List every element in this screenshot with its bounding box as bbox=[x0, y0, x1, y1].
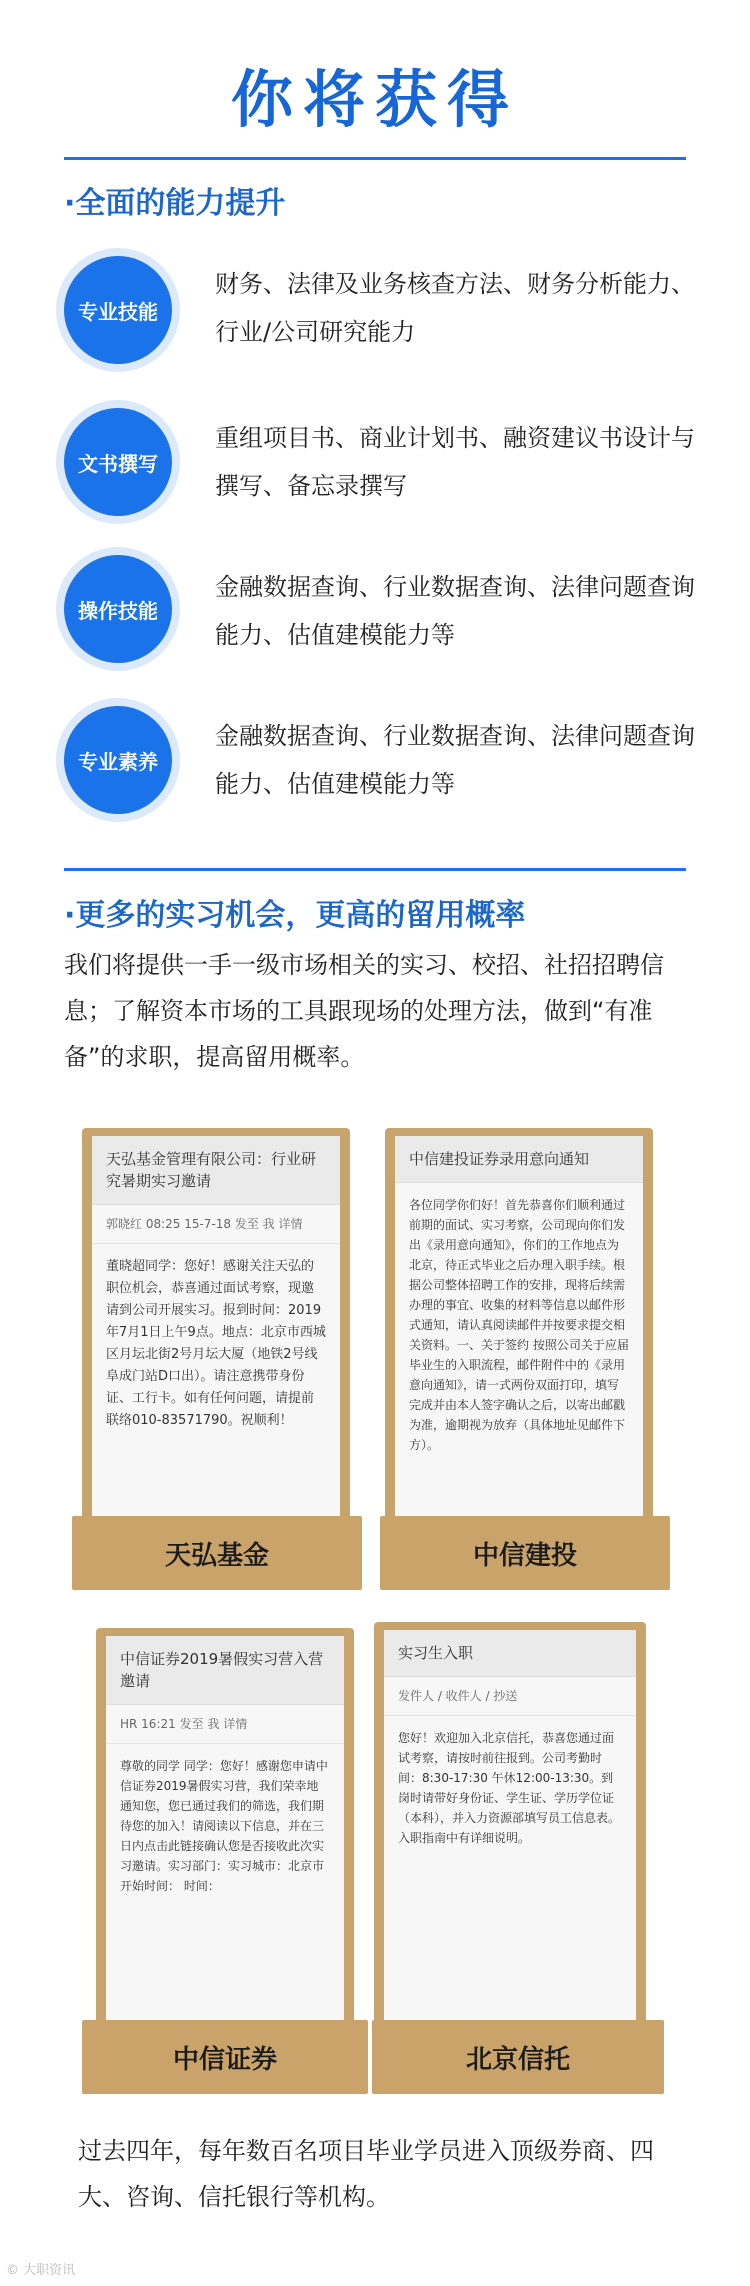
email-subject: 天弘基金管理有限公司：行业研究暑期实习邀请 bbox=[92, 1136, 340, 1205]
email-meta: 郭晓红 08:25 15-7-18 发至 我 详情 bbox=[92, 1205, 340, 1244]
skill-description: 重组项目书、商业计划书、融资建议书设计与撰写、备忘录撰写 bbox=[215, 424, 695, 500]
offer-email-screenshot-csc bbox=[385, 1128, 653, 1534]
email-meta: HR 16:21 发至 我 详情 bbox=[106, 1705, 344, 1744]
email-body: 尊敬的同学 同学：您好！感谢您申请中信证券2019暑假实习营，我们荣幸地通知您，您已通过我们的筛选，我们期待您的加入！请阅读以下信息，并在三日内点击此链接确认您是否接收此次实习邀请。实习部门：实习城市：北京市 开始时间： 时间： bbox=[120, 1759, 328, 1893]
skill-description: 金融数据查询、行业数据查询、法律问题查询能力、估值建模能力等 bbox=[215, 573, 695, 649]
skill-badge-professional: 专业技能 bbox=[64, 256, 172, 364]
section-divider bbox=[64, 868, 686, 871]
closing-statement: 过去四年，每年数百名项目毕业学员进入顶级券商、四大、咨询、信托银行等机构。 bbox=[78, 2137, 654, 2211]
email-body: 董晓超同学：您好！感谢关注天弘的职位机会，恭喜通过面试考察，现邀请到公司开展实习。报到时间：2019年7月1日上午9点。地点：北京市西城区月坛北街2号月坛大厦（地铁2号线阜成门站D口出）。请注意携带身份证、工行卡。如有任何问题，请提前联络010-83571790。祝顺利！ bbox=[106, 1259, 326, 1428]
company-label-tianhong: 天弘基金 bbox=[72, 1516, 362, 1590]
section-heading-abilities: ·全面的能力提升 bbox=[64, 186, 286, 221]
watermark: © 大职资讯 bbox=[6, 2263, 76, 2278]
page-title: 你将获得 bbox=[230, 63, 519, 136]
title-divider bbox=[64, 157, 686, 160]
skill-description: 金融数据查询、行业数据查询、法律问题查询能力、估值建模能力等 bbox=[215, 722, 695, 798]
skill-badge-literacy: 专业素养 bbox=[64, 706, 172, 814]
internship-description: 我们将提供一手一级市场相关的实习、校招、社招招聘信息；了解资本市场的工具跟现场的处理方法，做到“有准备”的求职，提高留用概率。 bbox=[64, 951, 664, 1071]
email-subject: 中信建投证券录用意向通知 bbox=[395, 1136, 643, 1183]
offer-email-screenshot-tianhong bbox=[82, 1128, 350, 1534]
skill-description: 财务、法律及业务核查方法、财务分析能力、行业/公司研究能力 bbox=[215, 270, 695, 346]
email-subject: 中信证券2019暑假实习营入营邀请 bbox=[106, 1636, 344, 1705]
section-heading-internships: ·更多的实习机会，更高的留用概率 bbox=[64, 898, 526, 933]
email-subject: 实习生入职 bbox=[384, 1630, 636, 1677]
skill-badge-operations: 操作技能 bbox=[64, 555, 172, 663]
skill-badge-writing: 文书撰写 bbox=[64, 408, 172, 516]
company-label-bjtrust: 北京信托 bbox=[372, 2020, 664, 2094]
email-body: 您好！欢迎加入北京信托，恭喜您通过面试考察，请按时前往报到。公司考勤时间：8:30-17:30 午休12:00-13:30。到岗时请带好身份证、学生证、学历学位证（本科），并入力资源部填写员工信息表。入职指南中有详细说明。 bbox=[398, 1731, 621, 1845]
email-body: 各位同学你们好！首先恭喜你们顺利通过前期的面试、实习考察，公司现向你们发出《录用意向通知》，你们的工作地点为北京，待正式毕业之后办理入职手续。根据公司整体招聘工作的安排，现将后续需办理的事宜、收集的材料等信息以邮件形式通知，请认真阅读邮件并按要求提交相关资料。一、关于签约 按照公司关于应届毕业生的入职流程，邮件附件中的《录用意向通知》，请一式两份双面打印，填写完成并由本人签字确认之后，以寄出邮戳为准，逾期视为放弃（具体地址见邮件下方）。 bbox=[409, 1198, 629, 1452]
email-meta: 发件人 / 收件人 / 抄送 bbox=[384, 1677, 636, 1716]
offer-email-screenshot-citic bbox=[96, 1628, 354, 2034]
company-label-csc: 中信建投 bbox=[380, 1516, 670, 1590]
offer-email-screenshot-bjtrust bbox=[374, 1622, 646, 2034]
company-label-citic: 中信证券 bbox=[82, 2020, 368, 2094]
